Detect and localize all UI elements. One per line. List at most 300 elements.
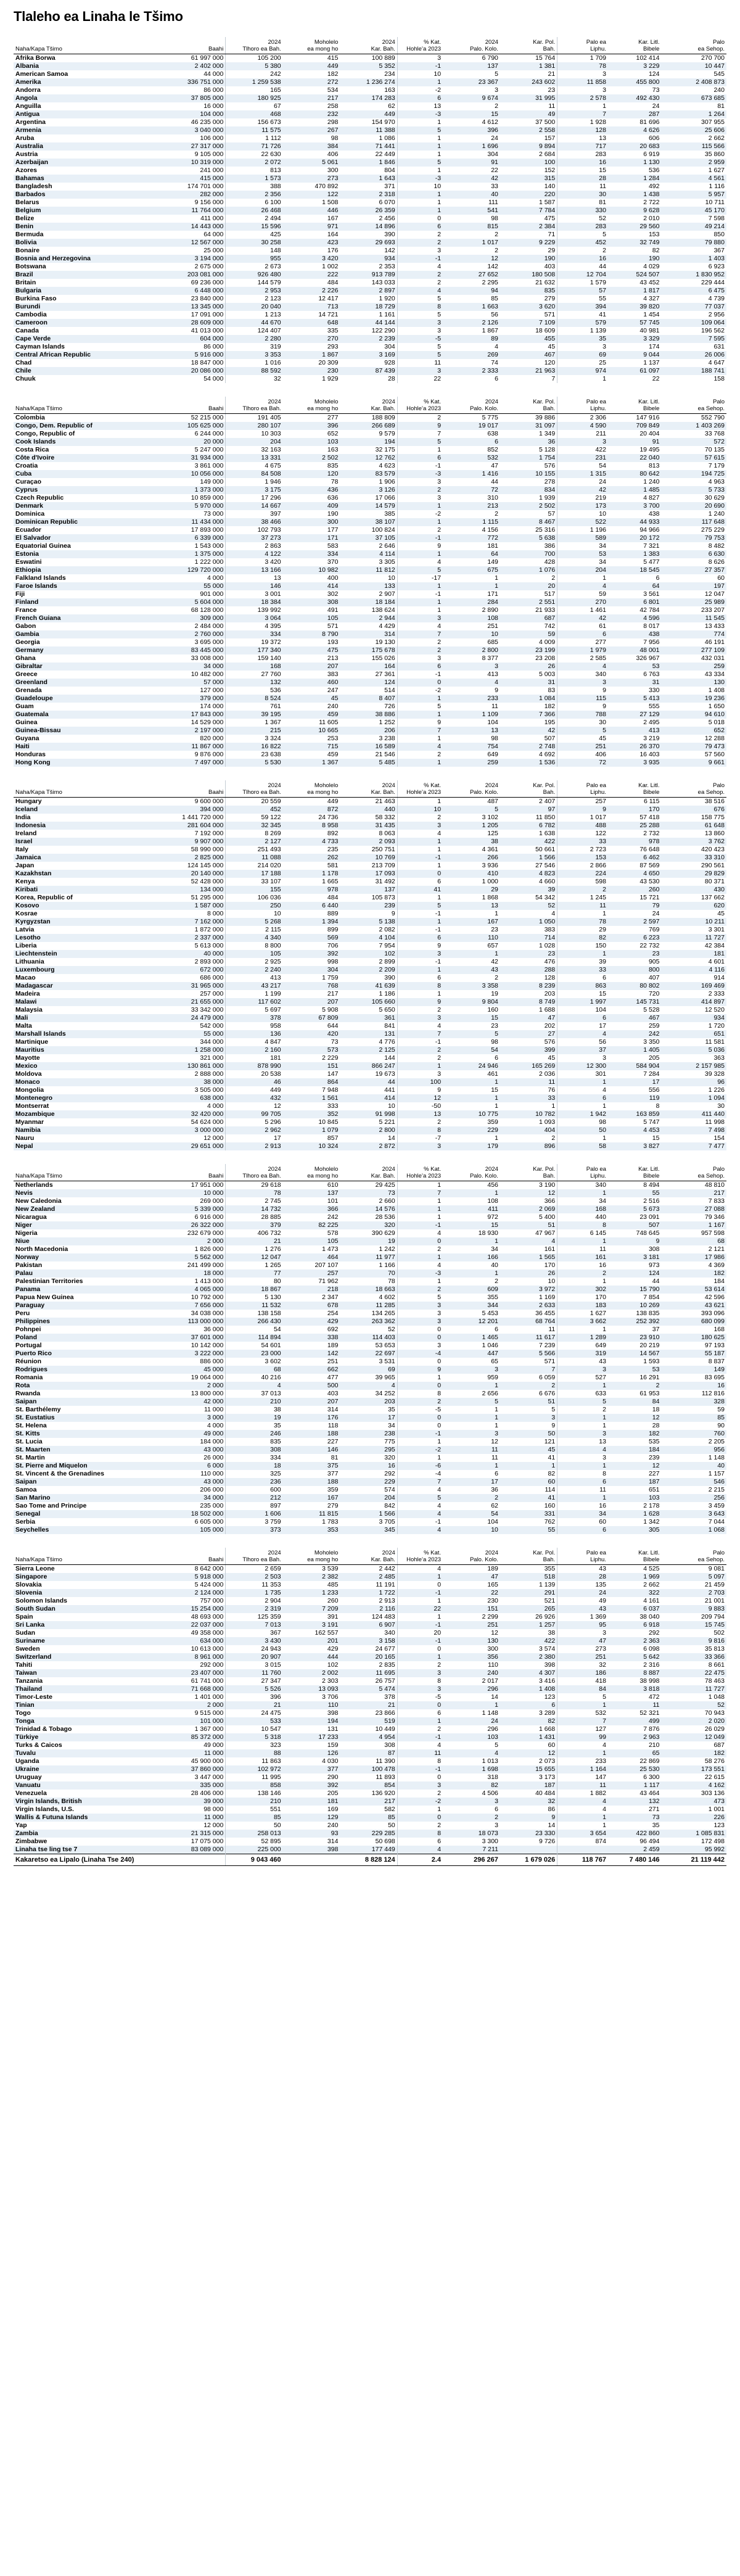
table-cell: 6 100: [265, 199, 281, 206]
table-cell: 301: [595, 1070, 606, 1078]
table-row: [14, 454, 726, 462]
table-row: [14, 199, 726, 207]
table-row: [14, 838, 726, 846]
table-cell: 1: [397, 1253, 443, 1261]
table-cell: 12 000: [168, 1822, 226, 1830]
table-cell: 422: [595, 446, 606, 453]
table-cell: 30: [557, 191, 608, 199]
country-name: Azores: [15, 167, 38, 174]
table-row: [14, 830, 726, 838]
country-name: Senegal: [14, 1510, 168, 1518]
table-cell: 1 252: [340, 719, 397, 727]
table-cell: 151: [283, 1062, 340, 1070]
table-cell: 318: [487, 1773, 498, 1781]
table-cell: 631: [713, 343, 725, 350]
table-cell: 167: [283, 1494, 340, 1502]
table-cell: 71 726: [226, 142, 283, 151]
table-row: [14, 646, 726, 654]
country-name: Indonesia: [14, 822, 168, 830]
table-cell: 491: [327, 606, 339, 614]
column-header: [168, 397, 226, 414]
table-cell: 760: [661, 1430, 726, 1438]
table-cell: 38 107: [340, 518, 397, 526]
table-cell: 6 918: [608, 1621, 661, 1629]
table-cell: 4: [495, 343, 498, 350]
table-cell: 409: [283, 502, 340, 510]
table-cell: 2 904: [265, 1597, 281, 1604]
table-cell: 58 276: [704, 1757, 725, 1765]
table-cell: 38 516: [704, 798, 725, 805]
column-header: [283, 397, 340, 414]
table-cell: 288: [500, 966, 557, 974]
table-cell: 2 963: [608, 1733, 661, 1741]
table-cell: 5 697: [265, 1006, 281, 1013]
table-cell: 4: [437, 1261, 442, 1269]
table-cell: 23 330: [500, 1830, 557, 1838]
table-cell: 1: [443, 1078, 500, 1086]
table-cell: 2: [437, 1661, 442, 1669]
table-cell: 5 352: [340, 62, 397, 70]
table-cell: 210: [226, 1798, 283, 1806]
table-cell: -1: [397, 1430, 443, 1438]
table-row: [14, 1806, 726, 1814]
country-name: Nicaragua: [15, 1213, 47, 1221]
column-header: [443, 780, 500, 798]
table-cell: 363: [713, 1054, 725, 1062]
country-name: Central African Republic: [14, 351, 168, 359]
table-cell: 7 239: [500, 1342, 557, 1350]
table-cell: 61 648: [661, 822, 726, 830]
table-cell: 1 650: [708, 703, 725, 710]
table-cell: 13 331: [226, 454, 283, 462]
country-name: St. Eustatius: [14, 1414, 168, 1422]
table-cell: 26 926: [500, 1613, 557, 1621]
table-cell: 2: [397, 1398, 443, 1406]
table-cell: 240: [713, 86, 725, 94]
table-row: [14, 870, 726, 878]
country-name: Samoa: [15, 1486, 37, 1493]
table-cell: 106 000: [168, 134, 226, 142]
table-cell: 114 894: [226, 1334, 283, 1342]
table-cell: -1: [435, 1038, 442, 1046]
table-cell: 413: [487, 671, 498, 678]
table-cell: 8 239: [500, 982, 557, 990]
table-cell: 438: [608, 630, 661, 638]
table-cell: 1 431: [500, 1733, 557, 1741]
column-header-line: Naha/Kapa Tšimo: [15, 1173, 62, 1179]
table-row: [14, 510, 726, 518]
table-row: [14, 1286, 726, 1294]
table-cell: 852: [487, 446, 498, 453]
table-row: [14, 1126, 726, 1134]
table-cell: 13 093: [283, 1685, 340, 1693]
table-cell: 53: [557, 550, 608, 558]
table-cell: 675: [443, 566, 500, 574]
table-cell: 11: [491, 703, 498, 710]
table-cell: 6: [557, 1526, 608, 1534]
table-cell: 31: [608, 679, 661, 687]
table-cell: 6: [397, 663, 443, 671]
table-cell: 0: [397, 1382, 443, 1390]
table-cell: 130: [443, 1637, 500, 1645]
table-cell: 1: [443, 1414, 500, 1422]
country-name: Taiwan: [14, 1669, 168, 1677]
table-cell: 4 525: [643, 1565, 660, 1572]
column-header-line: ea mong ho: [307, 1556, 339, 1563]
table-cell: 385: [340, 510, 397, 518]
table-cell: 330: [648, 687, 660, 694]
table-cell: 44 670: [226, 319, 283, 327]
table-cell: 16 822: [226, 743, 283, 751]
table-cell: 46 235 000: [168, 118, 226, 126]
table-cell: 20 000: [168, 438, 226, 446]
column-header-line: Liphu.: [590, 1173, 606, 1179]
table-cell: 393 096: [701, 1310, 725, 1317]
table-cell: 217: [327, 990, 339, 997]
table-cell: 57 615: [661, 454, 726, 462]
table-row: [14, 526, 726, 534]
table-cell: 10 665: [283, 727, 340, 735]
table-cell: 1 408: [500, 1685, 557, 1693]
table-cell: 210: [226, 1398, 283, 1406]
table-cell: 2 347: [322, 1294, 339, 1301]
table-cell: 161: [500, 1245, 557, 1253]
column-header: [661, 397, 726, 414]
column-header-line: Kar. Litl.: [638, 1166, 660, 1173]
table-cell: 2: [397, 1046, 443, 1054]
table-row: [14, 367, 726, 375]
table-cell: 205: [327, 1790, 339, 1797]
table-cell: 11 000: [168, 1406, 226, 1414]
table-cell: 17 075 000: [168, 1838, 226, 1846]
table-cell: 4 823: [500, 870, 557, 878]
table-cell: 355: [487, 1294, 498, 1301]
table-cell: 147: [595, 1773, 606, 1781]
table-row: [14, 1701, 726, 1709]
table-cell: 7: [500, 1366, 557, 1374]
table-cell: 85: [340, 1814, 397, 1822]
table-cell: -1: [397, 1589, 443, 1597]
table-row: [14, 534, 726, 542]
table-cell: 430: [661, 886, 726, 894]
table-cell: 105 873: [340, 894, 397, 902]
table-cell: 29 693: [340, 239, 397, 247]
table-cell: 2 578: [557, 94, 608, 102]
table-cell: 6 763: [643, 671, 660, 678]
table-cell: 49 358 000: [168, 1629, 226, 1637]
table-row: [14, 1637, 726, 1645]
table-block: [14, 780, 726, 1150]
country-name: Pakistan: [15, 1261, 43, 1269]
table-cell: 10: [434, 70, 442, 78]
table-cell: 161: [557, 1253, 608, 1261]
table-cell: 2 459: [608, 1846, 661, 1854]
data-table: [14, 780, 726, 1150]
table-cell: 85: [226, 1814, 283, 1822]
table-cell: 82: [443, 1781, 500, 1790]
table-cell: 20 219: [639, 1342, 660, 1349]
table-cell: 1: [602, 1102, 606, 1110]
table-cell: 1: [437, 118, 442, 126]
table-cell: 4 029: [643, 263, 660, 270]
table-row: [14, 1526, 726, 1534]
table-cell: 536: [648, 167, 660, 174]
table-cell: 5: [557, 1398, 608, 1406]
table-cell: 40: [491, 1261, 498, 1269]
table-cell: 110: [443, 934, 500, 942]
table-cell: 1 222 000: [168, 558, 226, 566]
table-cell: 51 295 000: [168, 894, 226, 902]
report-title: Tlaleho ea Linaha le Tšimo: [14, 9, 183, 24]
table-cell: 26 006: [661, 351, 726, 359]
table-row: [14, 167, 726, 175]
table-cell: 3: [602, 1054, 606, 1062]
column-header-line: Moholelo: [314, 39, 339, 46]
table-cell: 59: [500, 630, 557, 638]
table-cell: 159 140: [257, 654, 281, 662]
table-cell: 11 581: [705, 1038, 725, 1046]
table-cell: 467: [608, 1014, 661, 1022]
table-cell: 53 614: [661, 1286, 726, 1294]
table-cell: 3 420: [283, 255, 340, 263]
table-cell: 193: [327, 638, 339, 646]
country-name: St. Vincent & the Grenadines: [15, 1470, 104, 1477]
column-header: [500, 1164, 557, 1181]
country-name: Montenegro: [14, 1094, 168, 1102]
table-cell: 22 630: [261, 151, 281, 158]
country-name: St. Pierre and Miquelon: [14, 1462, 168, 1470]
table-cell: 1 627: [708, 167, 725, 174]
table-cell: 546: [661, 1478, 726, 1486]
table-cell: 7 179: [708, 462, 725, 469]
table-cell: 181: [661, 950, 726, 958]
country-name: Uruguay: [15, 1773, 42, 1781]
country-name: Austria: [15, 151, 38, 158]
column-header-line: 2024: [382, 782, 395, 789]
table-cell: 99: [557, 1733, 608, 1741]
table-cell: 1: [557, 950, 608, 958]
column-header-line: Baahi: [208, 1173, 224, 1179]
table-cell: 12: [608, 1462, 661, 1470]
country-name: Ecuador: [15, 526, 42, 534]
table-cell: 131: [327, 1725, 339, 1733]
table-cell: 2 000: [168, 1701, 226, 1709]
table-cell: 11: [557, 1781, 608, 1790]
table-cell: 232 679 000: [168, 1229, 226, 1237]
table-cell: 2 897: [340, 287, 397, 295]
table-cell: 5 268: [226, 918, 283, 926]
table-cell: 170: [595, 1294, 606, 1301]
table-cell: 5 296: [265, 1118, 281, 1126]
table-cell: 403: [327, 1390, 339, 1397]
table-cell: 423: [283, 239, 340, 247]
table-cell: 886 000: [168, 1358, 226, 1366]
table-row: [14, 606, 726, 614]
table-cell: 692: [327, 1326, 339, 1333]
table-cell: 449: [327, 798, 339, 805]
table-cell: 211: [596, 430, 606, 437]
table-cell: 6: [437, 1709, 442, 1717]
table-cell: 406: [327, 151, 339, 158]
column-header: [661, 37, 726, 54]
table-cell: 21: [500, 70, 557, 78]
table-cell: 201: [283, 1637, 340, 1645]
table-cell: 7: [397, 727, 443, 735]
table-cell: 2 872: [340, 1142, 397, 1150]
table-cell: 160: [500, 1502, 557, 1510]
table-cell: 1 867: [283, 351, 340, 359]
table-cell: 404: [500, 1126, 557, 1134]
table-cell: 10 211: [661, 918, 726, 926]
table-cell: 96 494: [639, 1838, 660, 1845]
country-name: Panama: [14, 1286, 168, 1294]
table-cell: 111: [488, 199, 498, 206]
table-cell: 12 288: [704, 735, 725, 742]
table-cell: 28: [557, 175, 608, 183]
table-cell: 2 662: [643, 1581, 660, 1588]
table-cell: 1: [397, 142, 443, 151]
table-cell: 366: [283, 1205, 340, 1213]
table-cell: 5 916 000: [168, 351, 226, 359]
table-cell: 5: [602, 1693, 606, 1701]
table-cell: 214 020: [257, 862, 281, 869]
table-cell: 70 135: [704, 446, 725, 453]
table-cell: 2 209: [340, 966, 397, 974]
column-header: [608, 1548, 661, 1565]
table-cell: 2 442: [340, 1565, 397, 1574]
table-cell: 398: [283, 1846, 340, 1854]
table-cell: 251: [557, 743, 608, 751]
country-name: Ireland: [15, 830, 37, 837]
table-cell: 651: [661, 1030, 726, 1038]
table-cell: 104: [487, 719, 498, 726]
table-cell: 47: [491, 462, 498, 469]
table-cell: 609: [443, 1286, 500, 1294]
table-cell: -2: [435, 86, 442, 94]
table-row: [14, 1589, 726, 1597]
table-cell: 10 613 000: [168, 1645, 226, 1653]
table-cell: 142: [283, 1350, 340, 1358]
table-cell: 43 000: [168, 1478, 226, 1486]
country-name: Gibraltar: [14, 663, 168, 671]
country-name: Kosrae: [15, 910, 38, 917]
table-cell: 195: [500, 719, 557, 727]
table-cell: 45: [500, 343, 557, 351]
table-cell: 122: [283, 191, 340, 199]
table-cell: 52 428 000: [168, 878, 226, 886]
table-cell: 2 356: [226, 191, 283, 199]
table-cell: 1: [437, 846, 442, 853]
table-cell: 533: [226, 1717, 283, 1725]
table-cell: 138 158: [257, 1310, 281, 1317]
table-cell: 176: [327, 247, 339, 254]
column-header-line: Palo. Kolo.: [469, 1556, 498, 1563]
table-cell: 258: [327, 102, 339, 110]
table-cell: 370: [327, 558, 339, 566]
table-cell: 157: [500, 134, 557, 142]
country-name: Sao Tome and Principe: [15, 1502, 87, 1509]
table-cell: 303 136: [701, 1790, 725, 1797]
table-cell: 1: [397, 78, 443, 86]
table-cell: 69: [557, 351, 608, 359]
country-name: Honduras: [15, 751, 46, 758]
table-cell: 34: [340, 1422, 397, 1430]
table-cell: 80: [273, 1278, 281, 1285]
table-cell: 27 652: [443, 271, 500, 279]
table-cell: 126: [283, 1749, 340, 1757]
table-row: [14, 558, 726, 566]
table-cell: 12: [491, 1438, 498, 1445]
table-cell: 177: [327, 526, 339, 534]
table-cell: 46 191: [704, 638, 725, 646]
table-cell: 7: [437, 430, 442, 437]
table-cell: 1 240: [643, 478, 660, 485]
table-cell: 0: [437, 1326, 442, 1333]
table-cell: 10 269: [608, 1302, 661, 1310]
table-cell: 589: [557, 534, 608, 542]
table-row: [14, 1502, 726, 1510]
country-name: Burkina Faso: [15, 295, 57, 302]
table-cell: 584 904: [608, 1062, 661, 1070]
table-cell: 4 602: [340, 1294, 397, 1302]
table-cell: 224: [557, 870, 608, 878]
table-row: [14, 1822, 726, 1830]
table-cell: 5: [397, 566, 443, 574]
table-cell: 1 969: [608, 1573, 661, 1581]
table-cell: 11 000: [168, 1749, 226, 1757]
table-cell: 233 207: [701, 606, 725, 614]
table-cell: 259: [648, 1022, 660, 1030]
table-cell: 1 381: [500, 62, 557, 70]
table-cell: 5 424 000: [168, 1581, 226, 1589]
table-cell: 62: [340, 102, 397, 110]
table-row: [14, 175, 726, 183]
table-cell: 1 315: [557, 470, 608, 478]
country-name: Colombia: [15, 414, 45, 421]
table-cell: 10: [397, 806, 443, 814]
table-cell: 28 536: [340, 1213, 397, 1221]
table-cell: 135: [595, 1581, 606, 1588]
table-cell: 10 547: [261, 1725, 281, 1733]
table-cell: 6: [397, 934, 443, 942]
column-header-line: Bibele: [643, 46, 660, 52]
table-cell: 1 236 274: [340, 78, 397, 86]
table-cell: 48 001: [608, 646, 661, 654]
column-header-line: 2024: [485, 782, 498, 789]
table-cell: 748 645: [636, 1229, 660, 1237]
country-name: Portugal: [15, 1342, 42, 1349]
country-name: Denmark: [14, 502, 168, 510]
country-name: Suriname: [14, 1637, 168, 1645]
table-cell: 1 759: [322, 974, 339, 981]
table-cell: 20 040: [226, 303, 283, 311]
table-cell: 714: [500, 934, 557, 942]
table-cell: 278: [500, 478, 557, 486]
table-cell: 206: [340, 727, 397, 735]
column-header: [500, 37, 557, 54]
table-cell: 649: [487, 751, 498, 758]
table-cell: 287: [608, 110, 661, 118]
table-cell: 10 482 000: [168, 671, 226, 679]
column-header-line: Hohle’a 2023: [406, 46, 442, 52]
table-cell: 459: [327, 751, 339, 758]
table-cell: 155 026: [340, 654, 397, 663]
table-cell: 27 088: [661, 1205, 726, 1213]
table-cell: 6 462: [608, 854, 661, 862]
table-cell: 43 217: [226, 982, 283, 990]
table-cell: 6: [656, 574, 660, 582]
table-cell: 1: [557, 1078, 608, 1086]
